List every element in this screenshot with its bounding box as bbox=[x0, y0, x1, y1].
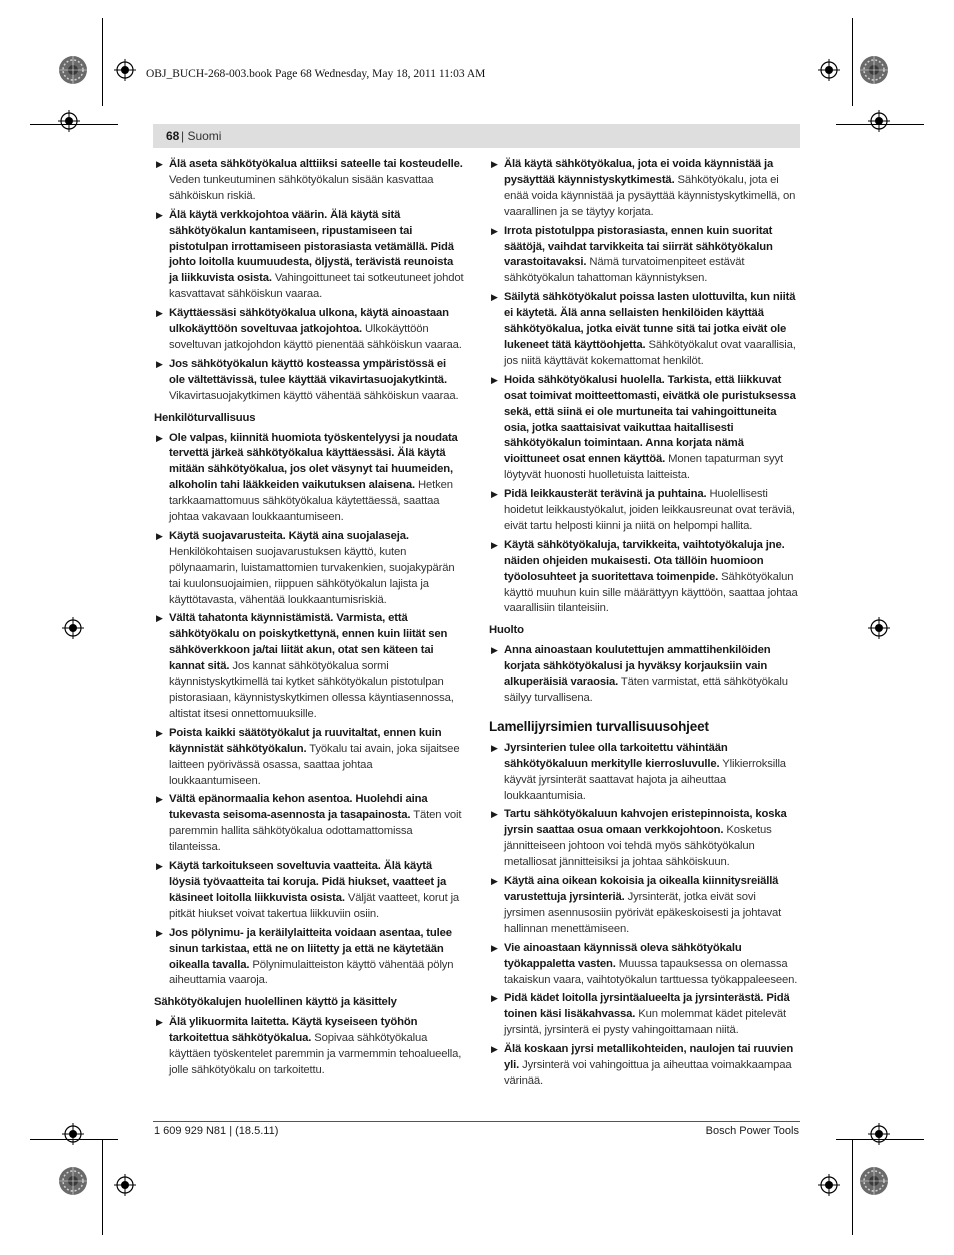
list-item bbox=[154, 792, 464, 856]
item-body-text: Jyrsinterät, jotka eivät sovi jyrsimen asennusosiin pyörivät epäkeskoisesti ja johtavat hallinnan menettämiseen. bbox=[504, 890, 782, 935]
bullet-arrow-icon: ▶ bbox=[491, 292, 498, 303]
section-title: Lamellijyrsimien turvallisuusohjeet bbox=[489, 718, 709, 734]
item-bold-text: Älä käytä sähkötyökalua, jota ei voida käynnistää ja pysäyttää käynnistyskytkimestä. bbox=[504, 158, 774, 186]
bullet-arrow-icon: ▶ bbox=[156, 727, 163, 738]
item-bold-text: Käytä tarkoitukseen soveltuvia vaatteita. Älä käytä löysiä työvaatteita tai koruja. Pidä hiukset, vaatteet ja käsineet loitolla liikkuvista osista. bbox=[169, 860, 447, 904]
list-item bbox=[154, 1015, 464, 1079]
item-body-text: Täten voit paremmin hallita sähkötyökalua odottamattomissa tilanteissa. bbox=[169, 809, 462, 854]
bullet-arrow-icon: ▶ bbox=[491, 742, 498, 753]
list-item bbox=[154, 357, 464, 405]
item-body-text: Henkilökohtaisen suojavarustuksen käyttö, kuten pölynaamarin, luistamattomien turvakenkien, suojakypärän tai kuulonsuojaimien, riippuen sähkötyökalun lajista ja käyttötavasta, vähentää loukkaantumisriskiä. bbox=[169, 545, 455, 606]
item-bold-text: Käytä aina oikean kokoisia ja oikealla kiinnitysreiällä varustettuja jyrsinteriä. bbox=[504, 875, 779, 903]
list bbox=[154, 157, 464, 405]
list-item bbox=[154, 529, 464, 609]
item-bold-text: Tartu sähkötyökaluun kahvojen eristepinnoista, koska jyrsin saattaa osua omaan verkkojohtoon. bbox=[504, 808, 787, 837]
bullet-arrow-icon: ▶ bbox=[156, 927, 163, 938]
item-body-text: Väljät vaatteet, korut ja pitkät hiukset voivat takertua liikkuviin osiin. bbox=[169, 891, 460, 920]
bullet-arrow-icon: ▶ bbox=[491, 489, 498, 500]
item-body-text: Ylikierroksilla käyvät jyrsinterät saattavat hajota ja aiheuttaa loukkaantumisia. bbox=[504, 757, 786, 802]
list bbox=[489, 643, 799, 707]
bullet-arrow-icon: ▶ bbox=[156, 794, 163, 805]
item-body-text: Sähkötyökalut ovat vaarallisia, jos niitä käyttävät kokemattomat henkilöt. bbox=[504, 338, 796, 367]
item-bold-text: Hoida sähkötyökalusi huolella. Tarkista, että liikkuvat osat toimivat moitteettomasti, eivätkä ole puristuksessa sekä, että siinä ei ole murtuneita tai vahingoittuneita osia, jotka saattaisivat vaikuttaa haitallisesti sähkötyökalun toimintaan. Anna korjata nämä vioittuneet osat ennen käyttöä. bbox=[504, 373, 796, 466]
item-bold-text: Vältä tahatonta käynnistämistä. Varmista, että sähkötyökalu on poiskytkettynä, ennen kuin liität sen sähköverkkoon ja/tai liität akun, otat sen käteen tai kannat sitä. bbox=[169, 612, 448, 673]
bullet-arrow-icon: ▶ bbox=[491, 942, 498, 953]
item-bold-text: Säilytä sähkötyökalut poissa lasten ulottuvilta, kun niitä ei käytetä. Älä anna sellaisten henkilöiden käyttää sähkötyökalua, jotka eivät tunne sitä tai jotka eivät ole lukeneet tätä käyttöohjetta. bbox=[504, 291, 796, 351]
item-bold-text: Älä ylikuormita laitetta. Käytä kyseiseen työhön tarkoitettua sähkötyökalua. bbox=[169, 1016, 418, 1045]
bullet-arrow-icon: ▶ bbox=[491, 993, 498, 1004]
registration-mark-icon bbox=[868, 1123, 890, 1145]
color-wheel-icon bbox=[859, 55, 889, 85]
list-item bbox=[489, 991, 799, 1039]
list-item bbox=[154, 157, 464, 205]
list-item bbox=[489, 487, 799, 535]
registration-mark-icon bbox=[114, 1174, 136, 1196]
item-bold-text: Älä aseta sähkötyökalua alttiiksi sateelle tai kosteudelle. bbox=[169, 158, 463, 170]
item-body-text: Sähkötyökalun käyttö muuhun kuin sille määrättyyn käyttöön, saattaa johtaa vaarallisiin tilanteisiin. bbox=[504, 570, 798, 615]
color-wheel-icon bbox=[58, 1166, 88, 1196]
crop-mark bbox=[102, 18, 103, 106]
crop-mark bbox=[852, 1140, 853, 1235]
list-item bbox=[489, 224, 799, 288]
list-item bbox=[489, 373, 799, 484]
list bbox=[154, 1015, 464, 1079]
item-bold-text: Käytä sähkötyökaluja, tarvikkeita, vaihtotyökaluja jne. näiden ohjeiden mukaisesti. Ota tällöin huomioon työolosuhteet ja suoritettava toimenpide. bbox=[504, 538, 785, 583]
registration-mark-icon bbox=[62, 617, 84, 639]
item-bold-text: Vie ainoastaan käynnissä oleva sähkötyökalu työkappaletta vasten. bbox=[504, 941, 742, 970]
crop-mark bbox=[852, 18, 853, 106]
bullet-arrow-icon: ▶ bbox=[491, 1044, 498, 1055]
registration-mark-icon bbox=[818, 1174, 840, 1196]
bullet-arrow-icon: ▶ bbox=[156, 1017, 163, 1028]
bullet-arrow-icon: ▶ bbox=[156, 613, 163, 624]
list-item bbox=[154, 431, 464, 526]
page-number: 68 bbox=[166, 129, 180, 143]
item-bold-text: Älä koskaan jyrsi metallikohteiden, naulojen tai ruuvien yli. bbox=[504, 1043, 794, 1072]
list-item bbox=[154, 926, 464, 990]
item-body-text: Sähkötyökalu, jota ei enää voida käynnistää ja pysäyttää käynnistyskytkimellä, on vaarallinen ja se täytyy korjata. bbox=[504, 173, 796, 218]
list-item bbox=[489, 538, 799, 618]
item-bold-text: Ole valpas, kiinnitä huomiota työskentelyysi ja noudata tervettä järkeä sähkötyökalua käyttäessäsi. Älä käytä mitään sähkötyökalua, jos olet väsynyt tai huumeiden, alkoholin tahi lääkkeiden vaikutuksen alaisena. bbox=[169, 431, 458, 492]
item-body-text: Täten varmistat, että sähkötyökalu säilyy turvallisena. bbox=[504, 676, 788, 704]
header-bar bbox=[153, 124, 800, 148]
bullet-arrow-icon: ▶ bbox=[491, 539, 498, 550]
bullet-arrow-icon: ▶ bbox=[156, 159, 163, 169]
registration-mark-icon bbox=[868, 617, 890, 639]
color-wheel-icon bbox=[58, 55, 88, 85]
item-body-text: Veden tunkeutuminen sähkötyökalun sisään kasvattaa sähköiskun riskiä. bbox=[169, 173, 434, 202]
item-bold-text: Pidä leikkausterät terävinä ja puhtaina. bbox=[504, 488, 707, 501]
item-bold-text: Pidä kädet loitolla jyrsintäalueelta ja jyrsinterästä. Pidä toinen käsi lisäkahvassa. bbox=[504, 992, 790, 1021]
item-body-text: Työkalu tai avain, joka sijaitsee laitteen pyörivässä osassa, saattaa johtaa loukkaantumiseen. bbox=[169, 742, 460, 787]
crop-mark bbox=[102, 1140, 103, 1235]
item-bold-text: Jos pölynimu- ja keräilylaitteita voidaan asentaa, tulee sinun tarkistaa, että ne on liitetty ja että ne käytetään oikealla tavalla. bbox=[169, 926, 452, 971]
list-item bbox=[489, 1042, 799, 1090]
list-item bbox=[489, 807, 799, 871]
item-bold-text: Irrota pistotulppa pistorasiasta, ennen kuin suoritat säätöjä, vaihdat tarvikkeita tai siirrät sähkötyökalun varastoitavaksi. bbox=[504, 224, 773, 269]
bullet-arrow-icon: ▶ bbox=[491, 159, 498, 169]
bullet-arrow-icon: ▶ bbox=[156, 308, 163, 319]
registration-mark-icon bbox=[114, 59, 136, 81]
bullet-arrow-icon: ▶ bbox=[491, 374, 498, 385]
list-item bbox=[489, 741, 799, 805]
item-body-text: Pölynimulaitteiston käyttö vähentää pölyn aiheuttamia vaaroja. bbox=[169, 958, 454, 987]
list bbox=[489, 157, 799, 617]
color-wheel-icon bbox=[859, 1166, 889, 1196]
right-column bbox=[489, 157, 799, 1093]
footer-rule bbox=[153, 1121, 800, 1122]
item-body-text: Hetken tarkkaamattomuus sähkötyökalua käytettäessä, saattaa johtaa vakavaan loukkaantumiseen. bbox=[169, 479, 453, 524]
item-body-text: Huolellisesti hoidetut leikkaustyökalut, joiden leikkausreunat ovat teräviä, eivät tartu helposti kiinni ja niitä on helpompi hallita. bbox=[504, 488, 795, 532]
item-body-text: Kun molemmat kädet pitelevät jyrsintä, jyrsinterä ei pysty vahingoittamaan niitä. bbox=[504, 1008, 787, 1037]
item-body-text: Ulkokäyttöön soveltuvan jatkojohdon käyttö pienentää sähköiskun vaaraa. bbox=[169, 323, 462, 351]
list-item bbox=[489, 874, 799, 938]
item-bold-text: Älä käytä verkkojohtoa väärin. Älä käytä sitä sähkötyökalun kantamiseen, ripustamiseen tai pistotulpan irrottamiseen pistorasiasta vetämällä. Pidä johto loitolla kuumuudesta, öljystä, terävistä reunoista ja liikkuvista osista. bbox=[169, 208, 454, 285]
item-bold-text: Jos sähkötyökalun käyttö kosteassa ympäristössä ei ole vältettävissä, tulee käyttää vikavirtasuojakytkintä. bbox=[169, 357, 447, 386]
item-bold-text: Käyttäessäsi sähkötyökalua ulkona, käytä ainoastaan ulkokäyttöön soveltuvaa jatkojohtoa. bbox=[169, 307, 449, 336]
list-item bbox=[154, 611, 464, 722]
list-item bbox=[154, 726, 464, 790]
item-bold-text: Jyrsinterien tulee olla tarkoitettu vähintään sähkötyökaluun merkitylle kierrosluvulle. bbox=[504, 741, 728, 770]
item-body-text: Vahingoittuneet tai sotkeutuneet johdot kasvattavat sähköiskun vaaraa. bbox=[169, 272, 464, 301]
print-imprint: OBJ_BUCH-268-003.book Page 68 Wednesday, May 18, 2011 11:03 AM bbox=[146, 68, 486, 80]
item-body-text: Kosketus jännitteiseen johtoon voi tehdä myös sähkötyökalun metalliosat jännitteisiksi ja johtaa sähköiskuun. bbox=[504, 824, 772, 869]
footer-brand: Bosch Power Tools bbox=[705, 1125, 799, 1137]
item-body-text: Nämä turvatoimenpiteet estävät sähkötyökalun tahattoman käynnistyksen. bbox=[504, 256, 745, 285]
bullet-arrow-icon: ▶ bbox=[491, 809, 498, 820]
bullet-arrow-icon: ▶ bbox=[156, 530, 163, 541]
item-body-text: Muussa tapauksessa on olemassa takaiskun vaara, vaihtotyökalun tarttuessa työkappaleeseen. bbox=[504, 957, 798, 986]
item-bold-text: Vältä epänormaalia kehon asentoa. Huolehdi aina tukevasta seisoma-asennosta ja tasapainosta. bbox=[169, 793, 428, 822]
section-label: | Suomi bbox=[181, 129, 222, 143]
bullet-arrow-icon: ▶ bbox=[156, 358, 163, 369]
item-body-text: Jyrsinterä voi vahingoittua ja aiheuttaa voimakkaampaa värinää. bbox=[504, 1059, 792, 1087]
list-item bbox=[489, 941, 799, 989]
registration-mark-icon bbox=[58, 110, 80, 132]
list-item bbox=[489, 290, 799, 370]
footer-doc-number: 1 609 929 N81 | (18.5.11) bbox=[154, 1125, 279, 1137]
bullet-arrow-icon: ▶ bbox=[156, 432, 163, 443]
subheading-tool-care: Sähkötyökalujen huolellinen käyttö ja käsittely bbox=[154, 996, 397, 1009]
left-column bbox=[154, 157, 464, 1082]
bullet-arrow-icon: ▶ bbox=[491, 225, 498, 236]
item-bold-text: Poista kaikki säätötyökalut ja ruuvitaltat, ennen kuin käynnistät sähkötyökalun. bbox=[169, 726, 442, 755]
bullet-arrow-icon: ▶ bbox=[156, 861, 163, 872]
list bbox=[154, 431, 464, 990]
item-bold-text: Anna ainoastaan koulutettujen ammattihenkilöiden korjata sähkötyökalusi ja hyväksy korjauksiin vain alkuperäisiä varaosia. bbox=[504, 644, 771, 689]
subheading-personal-safety: Henkilöturvallisuus bbox=[154, 411, 256, 424]
bullet-arrow-icon: ▶ bbox=[491, 645, 498, 656]
bullet-arrow-icon: ▶ bbox=[491, 876, 498, 887]
registration-mark-icon bbox=[868, 110, 890, 132]
item-body-text: Jos kannat sähkötyökalua sormi käynnistyskytkimellä tai kytket sähkötyökalun pistotulpan pistorasiaan, käynnistyskytkimen ollessa käyntiasennossa, altistat itsesi onnettomuuksille. bbox=[169, 660, 454, 720]
list-item bbox=[489, 157, 799, 221]
item-bold-text: Käytä suojavarusteita. Käytä aina suojalaseja. bbox=[169, 529, 409, 542]
list-item bbox=[489, 643, 799, 707]
list bbox=[489, 741, 799, 1090]
item-body-text: Sopivaa sähkötyökalua käyttäen työskentelet paremmin ja varmemmin tehoalueella, jolle sähkötyökalu on tarkoitettu. bbox=[169, 1032, 462, 1076]
list-item bbox=[154, 208, 464, 303]
bullet-arrow-icon: ▶ bbox=[156, 209, 163, 220]
item-body-text: Monen tapaturman syyt löytyvät huonosti huolletuista laitteista. bbox=[504, 453, 783, 482]
registration-mark-icon bbox=[818, 59, 840, 81]
list-item bbox=[154, 859, 464, 923]
subheading-service: Huolto bbox=[489, 624, 524, 637]
list-item bbox=[154, 306, 464, 354]
item-body-text: Vikavirtasuojakytkimen käyttö vähentää sähköiskun vaaraa. bbox=[169, 389, 459, 402]
registration-mark-icon bbox=[62, 1123, 84, 1145]
